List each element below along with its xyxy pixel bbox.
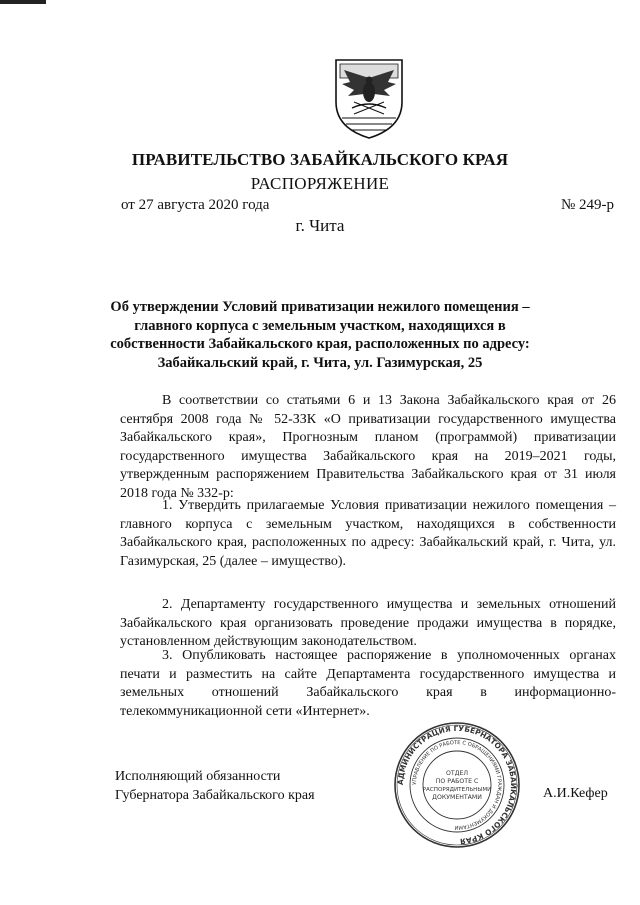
preamble-text: В соответствии со статьями 6 и 13 Закона Забайкальского края от 26 сентября 2008 года № 52-ЗЗК «О приватизации государственного имущества Забайкальского края», Прогнозным планом (программой) приватизации государственного имущества Забайкальского края на 2019–2021 годы, утвержденным распоряжением Правительства Забайкальского края от 31 июля 2018 года № 332-р: xyxy=(120,393,616,501)
document-date: от 27 августа 2020 года xyxy=(121,197,270,213)
signatory-position-line-1: Исполняющий обязанности xyxy=(115,769,281,784)
stamp-inner-ring-text: УПРАВЛЕНИЕ ПО РАБОТЕ С ОБРАЩЕНИЯМИ ГРАЖДАН И ДОКУМЕНТАМИ xyxy=(411,739,503,831)
document-type: РАСПОРЯЖЕНИЕ xyxy=(250,174,390,193)
document-number: № 249-р xyxy=(560,197,614,213)
scan-corner-mark xyxy=(0,0,46,4)
stamp-center-line-4: ДОКУМЕНТАМИ xyxy=(432,794,482,801)
signatory-name: А.И.Кефер xyxy=(543,786,608,801)
item-3-paragraph xyxy=(120,647,616,721)
document-city: г. Чита xyxy=(295,216,345,235)
stamp-center-line-1: ОТДЕЛ xyxy=(445,770,469,777)
stamp-center-line-2: ПО РАБОТЕ С xyxy=(435,778,479,785)
item-1-paragraph xyxy=(120,497,616,571)
item-3-text: 3. Опубликовать настоящее распоряжение в уполномоченных органах печати и разместить на сайте Департамента государственного имущества и земельных отношений Забайкальского края в информационно-телекоммуникационной сети «Интернет». xyxy=(120,648,616,719)
stamp-ring-text: АДМИНИСТРАЦИЯ ГУБЕРНАТОРА ЗАБАЙКАЛЬСКОГО КРАЯ xyxy=(395,723,519,846)
organization-name: ПРАВИТЕЛЬСТВО ЗАБАЙКАЛЬСКОГО КРАЯ xyxy=(131,150,509,169)
stamp-center-line-3: РАСПОРЯДИТЕЛЬНЫМИ xyxy=(422,787,492,793)
item-2-paragraph xyxy=(120,596,616,652)
preamble-paragraph xyxy=(120,392,616,503)
official-round-stamp-icon xyxy=(392,720,522,850)
item-1-text: 1. Утвердить прилагаемые Условия приватизации нежилого помещения – главного корпуса с земельным участком, находящихся в собственности Забайкальского края, расположенных по адресу: Забайкальский край, г. Чита, ул. Газимурская, 25 (далее – имущество). xyxy=(120,498,616,569)
item-2-text: 2. Департаменту государственного имущества и земельных отношений Забайкальского края организовать проведение продажи имущества в порядке, установленном действующим законодательством. xyxy=(120,597,616,649)
document-title: Об утверждении Условий приватизации нежилого помещения – главного корпуса с земельным участком, находящихся в собственности Забайкальского края, расположенных по адресу: Забайкальский край, г. Чита, ул. Газимурская, 25 xyxy=(110,299,530,371)
signatory-position-line-2: Губернатора Забайкальского края xyxy=(115,787,315,803)
signatory-position xyxy=(115,768,315,805)
zabaykalsky-coat-of-arms-icon xyxy=(330,56,408,140)
